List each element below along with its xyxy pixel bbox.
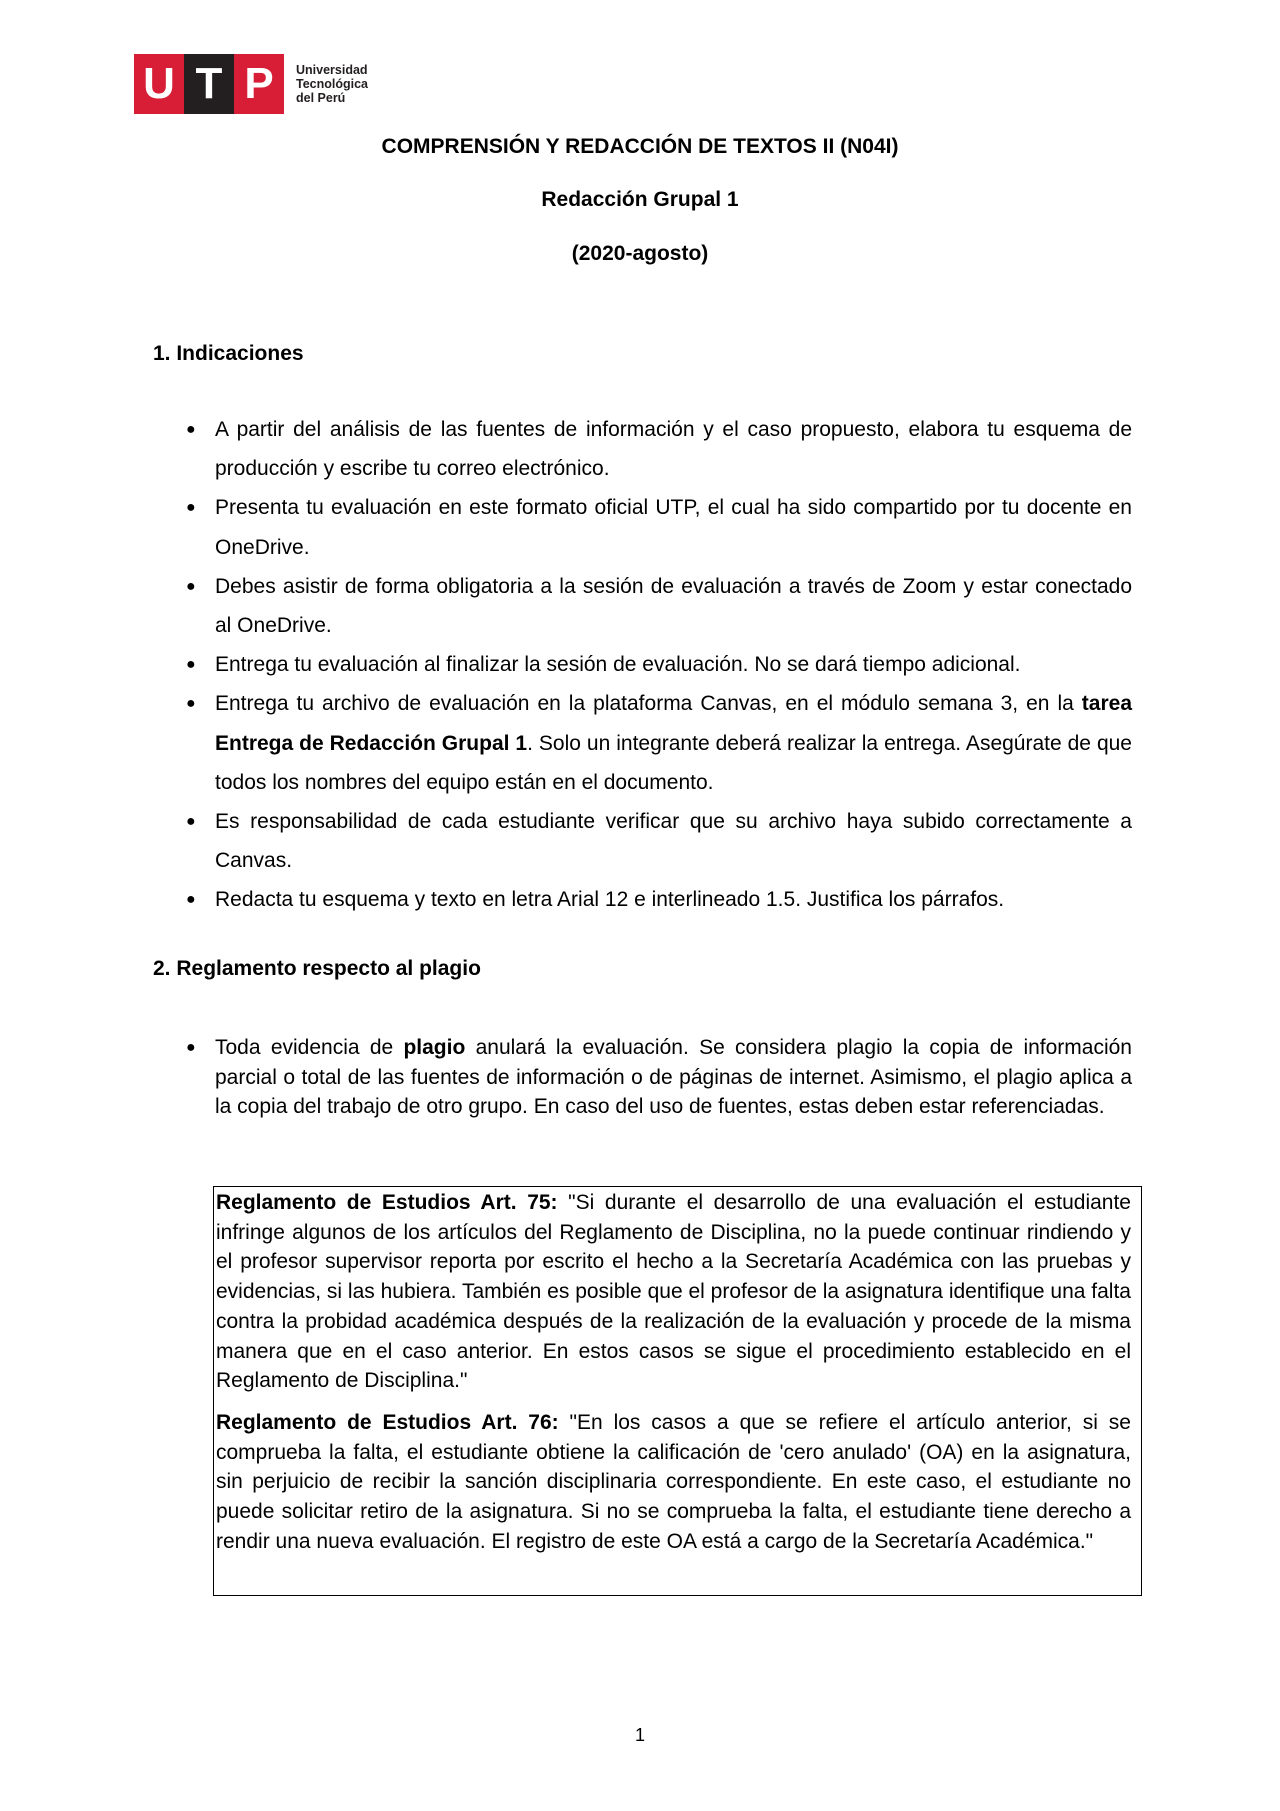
logo-name-line: Universidad	[296, 63, 368, 77]
reglamento-box	[213, 1186, 1142, 1596]
list-item	[186, 488, 1132, 566]
period-title: (2020-agosto)	[571, 242, 709, 265]
list-item-text-after: anulará la evaluación. Se considera plagio la copia de información parcial o total de las fuentes de información o de páginas de internet. Asimismo, el plagio aplica a la copia del trabajo de otro grupo. En caso del uso de fuentes, estas deben estar referenciadas.	[215, 1036, 1132, 1118]
bullet-icon: ●	[186, 499, 196, 517]
list-item-text-after: . Solo un integrante deberá realizar la entrega. Asegúrate de que todos los nombres del equipo están en el documento.	[215, 731, 1132, 794]
course-title: COMPRENSIÓN Y REDACCIÓN DE TEXTOS II (N04I)	[381, 135, 899, 158]
logo-name-line: del Perú	[296, 91, 346, 105]
logo-letter-u: U	[134, 54, 184, 114]
bullet-icon: ●	[186, 695, 196, 713]
list-item-text: Debes asistir de forma obligatoria a la sesión de evaluación a través de Zoom y estar conectado al OneDrive.	[215, 574, 1132, 638]
section-heading-plagio: 2. Reglamento respecto al plagio	[153, 957, 481, 980]
logo-letter-t: T	[184, 54, 234, 114]
bullet-icon: ●	[186, 577, 196, 595]
plagio-list	[186, 1033, 1132, 1122]
task-name: tarea Entrega de Redacción Grupal 1	[215, 692, 1132, 755]
article-label: Reglamento de Estudios Art. 76:	[216, 1410, 559, 1434]
list-item-text-before: Toda evidencia de	[215, 1036, 404, 1059]
page-number: 1	[634, 1725, 645, 1745]
list-item-text: Presenta tu evaluación en este formato oficial UTP, el cual ha sido compartido por tu docente en OneDrive.	[215, 496, 1132, 559]
list-item	[186, 802, 1132, 880]
list-item-text: Entrega tu evaluación al finalizar la sesión de evaluación. No se dará tiempo adicional.	[215, 653, 1021, 677]
list-item-text: Es responsabilidad de cada estudiante verificar que su archivo haya subido correctamente a Canvas.	[215, 810, 1132, 873]
list-item	[186, 410, 1132, 488]
logo-letter-p: P	[234, 54, 284, 114]
plagio-keyword: plagio	[403, 1036, 466, 1059]
list-item	[186, 645, 1132, 684]
bullet-icon: ●	[186, 813, 196, 831]
article-label: Reglamento de Estudios Art. 75:	[216, 1191, 558, 1214]
list-item-text-before: Entrega tu archivo de evaluación en la plataforma Canvas, en el módulo semana 3, en la	[215, 692, 1082, 716]
bullet-icon: ●	[186, 1039, 196, 1056]
list-item	[186, 880, 1132, 919]
article-text: "Si durante el desarrollo de una evaluación el estudiante infringe algunos de los artículos del Reglamento de Disciplina, no la puede continuar rindiendo y el profesor supervisor reporta por escrito el hecho a la Secretaría Académica con las pruebas y evidencias, si las hubiera. También es posible que el profesor de la asignatura identifique una falta contra la probidad académica después de la realización de la evaluación y procede de la misma manera que en el caso anterior. En estos casos se sigue el procedimiento establecido en el Reglamento de Disciplina."	[216, 1191, 1131, 1393]
list-item	[186, 1033, 1132, 1122]
utp-logo-wordmark	[296, 63, 368, 105]
bullet-icon: ●	[186, 421, 196, 438]
assignment-title: Redacción Grupal 1	[541, 188, 739, 211]
article-text: "En los casos a que se refiere el artículo anterior, si se comprueba la falta, el estudiante obtiene la calificación de 'cero anulado' (OA) en la asignatura, sin perjuicio de recibir la sanción disciplinaria correspondiente. En este caso, el estudiante no puede solicitar retiro de la asignatura. Si no se comprueba la falta, el estudiante tiene derecho a rendir una nueva evaluación. El registro de este OA está a cargo de la Secretaría Académica."	[216, 1410, 1131, 1553]
bullet-icon: ●	[186, 656, 196, 674]
reglamento-article-76	[216, 1408, 1131, 1557]
utp-logo	[134, 54, 368, 114]
section-heading-indicaciones: 1. Indicaciones	[153, 342, 304, 365]
indicaciones-list	[186, 410, 1132, 920]
list-item	[186, 567, 1132, 645]
bullet-icon: ●	[186, 891, 196, 909]
list-item	[186, 684, 1132, 802]
list-item-text: Redacta tu esquema y texto en letra Arial 12 e interlineado 1.5. Justifica los párrafos.	[215, 888, 1005, 912]
utp-logo-mark	[134, 54, 284, 114]
list-item-text: A partir del análisis de las fuentes de información y el caso propuesto, elabora tu esquema de producción y escribe tu correo electrónico.	[215, 418, 1132, 481]
logo-name-line: Tecnológica	[296, 77, 369, 91]
reglamento-article-75	[216, 1188, 1131, 1396]
